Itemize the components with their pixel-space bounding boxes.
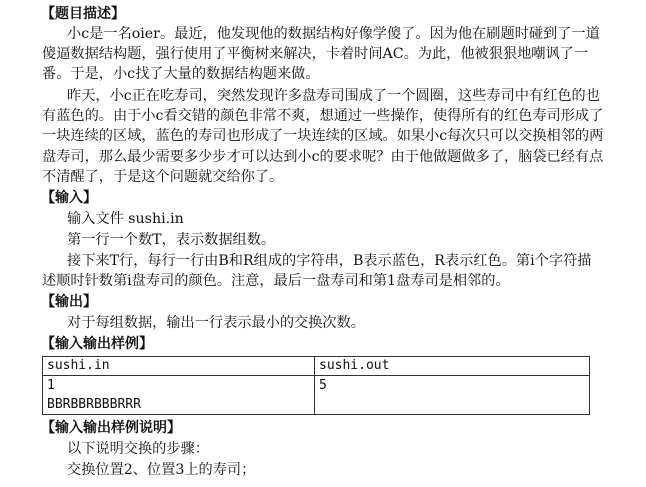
sample-input-line: BBRBBRBBBRRR bbox=[47, 397, 141, 412]
input-heading: 【输入】 bbox=[41, 190, 97, 206]
explain-heading: 【输入输出样例说明】 bbox=[41, 420, 181, 436]
explain-line: 交换位置2、位置3上的寿司； bbox=[67, 462, 256, 478]
sample-output-filename: sushi.out bbox=[315, 357, 590, 376]
desc-line: 盘寿司，那么最少需要多少步才可以达到小c的要求呢？由于他做题做多了，脑袋已经有点 bbox=[42, 149, 604, 165]
sample-table bbox=[42, 356, 590, 415]
desc-line: 傻逼数据结构题，强行使用了平衡树来解决，卡着时间AC。为此，他被狠狠地嘲讽了一 bbox=[42, 46, 589, 62]
input-line: 接下来T行，每行一行由B和R组成的字符串，B表示蓝色，R表示红色。第i个字符描 bbox=[67, 253, 592, 269]
sample-input-cell bbox=[43, 376, 315, 415]
sample-output-line: 5 bbox=[319, 378, 327, 393]
sample-header-row bbox=[43, 357, 590, 376]
sample-input-filename: sushi.in bbox=[43, 357, 315, 376]
output-heading: 【输出】 bbox=[41, 294, 97, 310]
desc-line: 昨天，小c正在吃寿司，突然发现许多盘寿司围成了一个圆圈，这些寿司中有红色的也 bbox=[67, 88, 600, 104]
input-line: 述顺时针数第i盘寿司的颜色。注意，最后一盘寿司和第1盘寿司是相邻的。 bbox=[42, 273, 510, 289]
description-heading: 【题目描述】 bbox=[41, 6, 125, 22]
explain-line: 以下说明交换的步骤： bbox=[67, 441, 209, 457]
sample-output-cell bbox=[315, 376, 590, 415]
sample-input-line: 1 bbox=[47, 378, 55, 393]
desc-line: 小c是一名oier。最近，他发现他的数据结构好像学傻了。因为他在刷题时碰到了一道 bbox=[67, 26, 600, 42]
desc-line: 番。于是，小c找了大量的数据结构题来做。 bbox=[42, 66, 320, 82]
input-line: 输入文件 sushi.in bbox=[67, 211, 184, 227]
desc-line: 不清醒了，于是这个问题就交给你了。 bbox=[42, 169, 284, 185]
sample-heading: 【输入输出样例】 bbox=[41, 336, 153, 352]
input-line: 第一行一个数T，表示数据组数。 bbox=[67, 232, 276, 248]
sample-body-row bbox=[43, 376, 590, 415]
desc-line: 有蓝色的。由于小c看交错的颜色非常不爽，想通过一些操作，使得所有的红色寿司形成了 bbox=[42, 108, 604, 124]
output-line: 对于每组数据，输出一行表示最小的交换次数。 bbox=[67, 315, 365, 331]
desc-line: 一块连续的区域，蓝色的寿司也形成了一块连续的区域。如果小c每次只可以交换相邻的两 bbox=[42, 128, 604, 144]
